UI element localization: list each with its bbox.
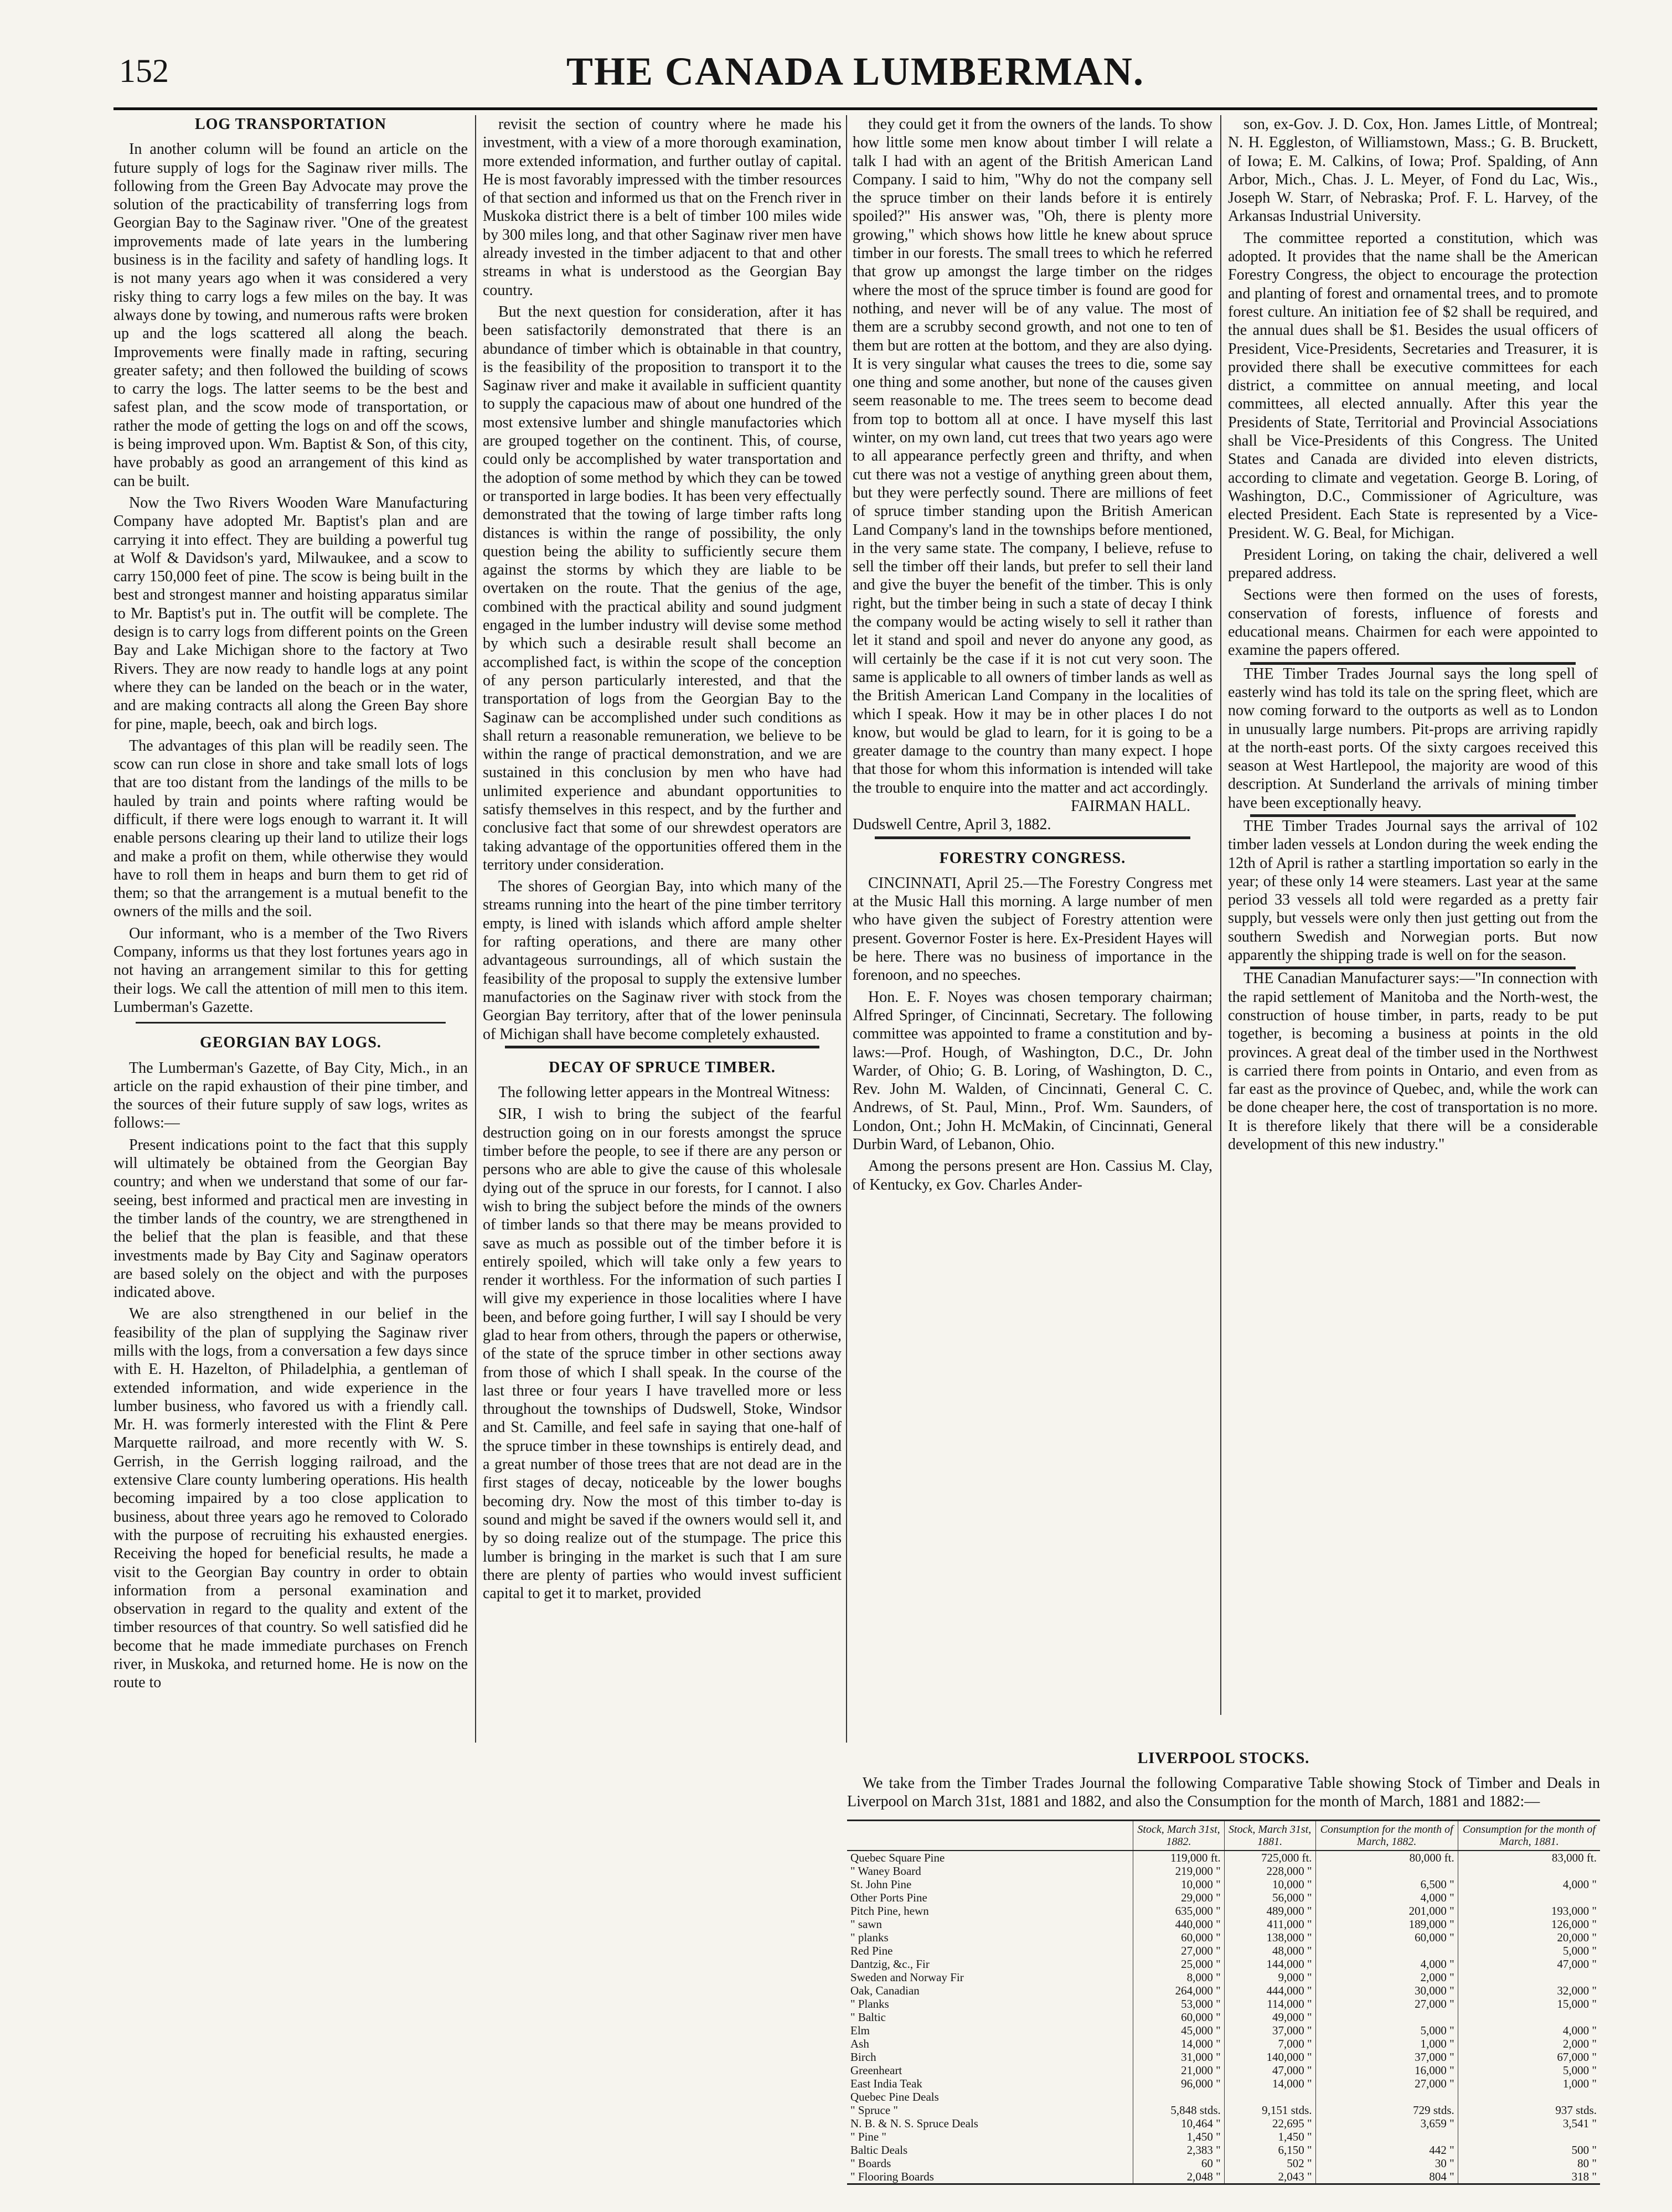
table-row <box>847 1851 1600 1864</box>
table-row-label: Quebec Pine Deals <box>850 2090 939 2104</box>
column-divider <box>846 115 847 1743</box>
table-cell: 32,000 " <box>1458 1984 1600 1997</box>
table-row <box>847 1878 1600 1891</box>
article-paragraph: they could get it from the owners of the lands. To show how little some men know about timber I will relate a talk I had with an agent of the British American Land Company. I said to him, "Why do not the company sell the spruce timber on their lands before it is entirely spoiled?" His answer was, "Oh, there is plenty more growing," which shows how little he knew about spruce timber in our forests. The small trees to which he referred that grow up amongst the large timber on the ridges where the most of the spruce timber is found are good for nothing, and never will be of any value. The most of them are a scrubby second growth, and not one to ten of them but are rotten at the bottom, and they are also dying. It is very singular what causes the trees to die, some say one thing and some another, but none of the causes given seem reasonable to me. The trees seem to become dead from top to bottom all at once. I have myself this last winter, on my own land, cut trees that two years ago were to all appearance perfectly green and thrifty, and when cut there was not a vestige of anything green about them, but they were perfectly sound. There are millions of feet of spruce timber standing upon the British American Land Company's land in the townships before mentioned, in the very same state. The company, I believe, refuse to sell the timber off their lands, but prefer to sell their land and give the buyer the benefit of the timber. This is only right, but the timber being in such a state of decay I think the company would be acting wisely to sell it rather than let it stand and spoil and never do anyone any good, as will certainly be the case if it is not cut very soon. The same is applicable to all owners of timber lands as well as the British American Land Company in the localities of which I speak. How it may be in other places I do not know, but would be glad to learn, for it is going to be a greater damage to the country than many expect. I hope that those for whom this information is intended will take the trouble to enquire into the matter and act accordingly. <box>853 116 1212 797</box>
table-cell: 635,000 " <box>1133 1904 1224 1918</box>
table-cell: 500 " <box>1458 2143 1600 2157</box>
article-paragraph: The committee reported a constitution, which was adopted. It provides that the name shall be the American Forestry Congress, the object to encourage the protection and planting of forest and ornamental trees, and to promote forest culture. An initiation fee of $2 shall be required, and the annual dues shall be $1. Besides the usual officers of President, Vice-Presidents, Secretaries and Treasurer, it is provided there shall be executive committees for each district, a committee on annual meeting, and local committees, all elected annually. After this year the Presidents of State, Territorial and Provincial Associations shall be Vice-Presidents of this Congress. The United States and Canada are divided into eleven districts, according to climate and vegetation. George B. Loring, of Washington, D.C., Commissioner of Agriculture, was elected President. Each State is represented by a Vice-President. W. G. Beal, for Michigan. <box>1228 229 1598 542</box>
table-cell: 47,000 " <box>1458 1957 1600 1971</box>
table-row <box>847 2011 1600 2024</box>
table-cell: 114,000 " <box>1224 1997 1315 2011</box>
table-row <box>847 2037 1600 2050</box>
table-cell: 30 " <box>1315 2157 1458 2170</box>
table-cell: 37,000 " <box>1224 2024 1315 2037</box>
article-paragraph: THE Timber Trades Journal says the long spell of easterly wind has told its tale on the spring fleet, which are now coming forward to the outports as well as to London in unusually large numbers. Pit-props are arriving rapidly at the north-east ports. Of the sixty cargoes received this season at West Hartlepool, the majority are wood of this description. At Sunderland the arrivals of mining timber have been exceptionally heavy. <box>1228 665 1598 812</box>
section-rule <box>875 836 1190 839</box>
table-cell: 729 stds. <box>1315 2104 1458 2117</box>
table-cell: 6,500 " <box>1315 1878 1458 1891</box>
table-row <box>847 2104 1600 2117</box>
table-cell <box>1458 1891 1600 1904</box>
table-cell: 2,000 " <box>1315 1971 1458 1984</box>
table-row-label: " Pine " <box>850 2130 886 2143</box>
table-row <box>847 2050 1600 2064</box>
table-row <box>847 1971 1600 1984</box>
table-row <box>847 1997 1600 2011</box>
table-cell: 189,000 " <box>1315 1918 1458 1931</box>
table-column-header: Consumption for the month of March, 1881. <box>1458 1821 1600 1851</box>
table-row-label: " Flooring Boards <box>850 2170 934 2183</box>
table-cell: 2,043 " <box>1224 2170 1315 2184</box>
table-cell: 8,000 " <box>1133 1971 1224 1984</box>
article-paragraph: The shores of Georgian Bay, into which many of the streams running into the heart of the pine timber territory empty, is lined with islands which afford ample shelter for rafting operations, and there are many other advantageous surroundings, all of which sustain the feasibility of the proposal to supply the extensive lumber manufactories on the Saginaw river with stock from the Georgian Bay territory, after that of the lower peninsula of Michigan shall have become completely exhausted. <box>483 878 842 1043</box>
table-cell: 60,000 " <box>1315 1931 1458 1944</box>
article-paragraph: Hon. E. F. Noyes was chosen temporary chairman; Alfred Springer, of Cincinnati, Secretary. The following committee was appointed to frame a constitution and by-laws:—Prof. Hough, of Washington, D.C., Dr. John Warder, of Ohio; G. B. Loring, of Washington, D. C., Rev. John M. Walden, of Cincinnati, General C. C. Andrews, of St. Paul, Minn., Prof. Wm. Saunders, of London, Ont.; John H. McMakin, of Cincinnati, General Durbin Ward, of Lebanon, Ohio. <box>853 988 1212 1154</box>
article-paragraph: Now the Two Rivers Wooden Ware Manufacturing Company have adopted Mr. Baptist's plan and are carrying it into effect. They are building a powerful tug at Wolf & Davidson's yard, Milwaukee, and a scow to carry 150,000 feet of pine. The scow is being built in the best and strongest manner and hoisting apparatus similar to Mr. Baptist's put in. The outfit will be complete. The design is to carry logs from different points on the Green Bay and Lake Michigan shore to the factory at Two Rivers. They are now ready to handle logs at any point where they can be landed on the beach or in the water, and are making contracts all along the Green Bay shore for pine, maple, beech, oak and birch logs. <box>113 494 468 733</box>
table-cell: 193,000 " <box>1458 1904 1600 1918</box>
heading-forestry-congress: FORESTRY CONGRESS. <box>939 849 1126 867</box>
table-cell: 60 " <box>1133 2157 1224 2170</box>
table-cell: 4,000 " <box>1458 1878 1600 1891</box>
table-cell: 56,000 " <box>1224 1891 1315 1904</box>
table-cell: 53,000 " <box>1133 1997 1224 2011</box>
table-cell: 10,000 " <box>1224 1878 1315 1891</box>
table-cell: 3,541 " <box>1458 2117 1600 2130</box>
article-paragraph: Present indications point to the fact that this supply will ultimately be obtained from the Georgian Bay country; and when we understand that some of our far-seeing, best informed and practical men are investing in the timber lands of the country, we are strengthened in the belief that the plan is feasible, and that these investments made by Bay City and Saginaw operators are based solely on the object and with the purposes indicated above. <box>113 1136 468 1301</box>
table-cell: 228,000 " <box>1224 1864 1315 1878</box>
table-cell: 1,000 " <box>1315 2037 1458 2050</box>
table-cell: 80,000 ft. <box>1315 1851 1458 1864</box>
table-row-label: Red Pine <box>850 1944 893 1957</box>
article-paragraph: President Loring, on taking the chair, delivered a well prepared address. <box>1228 546 1598 582</box>
table-row <box>847 2117 1600 2130</box>
table-row-label: Elm <box>850 2024 870 2037</box>
table-cell <box>1315 1944 1458 1957</box>
table-row-label: Ash <box>850 2037 869 2050</box>
table-cell: 140,000 " <box>1224 2050 1315 2064</box>
table-cell: 9,151 stds. <box>1224 2104 1315 2117</box>
page-header <box>113 45 1597 110</box>
table-cell: 119,000 ft. <box>1133 1851 1224 1864</box>
table-cell: 5,000 " <box>1458 2064 1600 2077</box>
table-row <box>847 2157 1600 2170</box>
table-cell: 83,000 ft. <box>1458 1851 1600 1864</box>
table-cell: 6,150 " <box>1224 2143 1315 2157</box>
heading-log-transportation: LOG TRANSPORTATION <box>194 116 387 133</box>
table-row-label: Dantzig, &c., Fir <box>850 1957 930 1971</box>
table-cell: 5,000 " <box>1458 1944 1600 1957</box>
table-row-label: Birch <box>850 2050 876 2064</box>
table-cell: 60,000 " <box>1133 1931 1224 1944</box>
table-cell: 14,000 " <box>1224 2077 1315 2090</box>
table-row <box>847 2024 1600 2037</box>
table-cell: 264,000 " <box>1133 1984 1224 1997</box>
column-divider <box>1220 115 1221 1715</box>
article-paragraph: Among the persons present are Hon. Cassius M. Clay, of Kentucky, ex Gov. Charles Ander- <box>853 1157 1212 1193</box>
column-4 <box>1228 115 1598 1737</box>
liverpool-intro: We take from the Timber Trades Journal the following Comparative Table showing Stock of Timber and Deals in Liverpool on March 31st, 1881 and 1882, and also the Consumption for the month of March, 1881 and 1882:— <box>847 1775 1600 1810</box>
table-column-header: Stock, March 31st, 1882. <box>1133 1821 1224 1851</box>
table-cell: 444,000 " <box>1224 1984 1315 1997</box>
article-paragraph: The Lumberman's Gazette, of Bay City, Mich., in an article on the rapid exhaustion of their pine timber, and the sources of their future supply of saw logs, writes as follows:— <box>113 1059 468 1132</box>
table-cell: 48,000 " <box>1224 1944 1315 1957</box>
table-cell: 440,000 " <box>1133 1918 1224 1931</box>
table-cell: 9,000 " <box>1224 1971 1315 1984</box>
table-cell: 411,000 " <box>1224 1918 1315 1931</box>
table-cell: 96,000 " <box>1133 2077 1224 2090</box>
table-row <box>847 1904 1600 1918</box>
table-cell: 1,450 " <box>1133 2130 1224 2143</box>
table-cell: 502 " <box>1224 2157 1315 2170</box>
table-cell <box>1133 2090 1224 2104</box>
table-row <box>847 2077 1600 2090</box>
table-cell: 5,000 " <box>1315 2024 1458 2037</box>
table-row-label: " planks <box>850 1931 889 1944</box>
column-divider <box>475 115 476 1743</box>
table-cell: 27,000 " <box>1315 2077 1458 2090</box>
article-paragraph: THE Timber Trades Journal says the arrival of 102 timber laden vessels at London during the week ending the 12th of April is rather a startling importation so early in the year; of these only 14 were steamers. Last year at the same period 33 vessels all told were regarded as a pretty fair supply, but vessels were only then just getting out from the southern Swedish and Norwegian ports. But now apparently the shipping trade is well on for the season. <box>1228 817 1598 964</box>
article-paragraph: Sections were then formed on the uses of forests, conservation of forests, influence of forests and educational means. Chairmen for each were appointed to examine the papers offered. <box>1228 586 1598 659</box>
table-cell: 2,383 " <box>1133 2143 1224 2157</box>
table-cell: 725,000 ft. <box>1224 1851 1315 1864</box>
table-cell: 25,000 " <box>1133 1957 1224 1971</box>
table-cell: 3,659 " <box>1315 2117 1458 2130</box>
table-cell: 20,000 " <box>1458 1931 1600 1944</box>
column-3 <box>853 115 1212 1737</box>
table-cell <box>1458 1864 1600 1878</box>
table-cell: 201,000 " <box>1315 1904 1458 1918</box>
page-number: 152 <box>119 53 169 89</box>
table-row-label: " Baltic <box>850 2011 886 2024</box>
column-1 <box>113 115 468 1692</box>
table-row-label: Oak, Canadian <box>850 1984 920 1997</box>
table-row <box>847 2064 1600 2077</box>
liverpool-stocks-section <box>847 1749 1600 2185</box>
masthead-title: THE CANADA LUMBERMAN. <box>566 49 1145 94</box>
table-cell: 31,000 " <box>1133 2050 1224 2064</box>
table-cell: 15,000 " <box>1458 1997 1600 2011</box>
table-row <box>847 1918 1600 1931</box>
table-cell: 10,464 " <box>1133 2117 1224 2130</box>
table-cell: 14,000 " <box>1133 2037 1224 2050</box>
table-cell: 5,848 stds. <box>1133 2104 1224 2117</box>
article-paragraph: THE Canadian Manufacturer says:—"In connection with the rapid settlement of Manitoba and the North-west, the construction of house timber, in parts, ready to be put together, is becoming a business at points in the old provinces. A great deal of the timber used in the Northwest is carried there from points in Ontario, and even from as far east as the province of Quebec, and, while the work can be done cheaper here, the cost of transportation is no more. It is therefore likely that there will be a considerable development of this new industry." <box>1228 970 1598 1154</box>
section-rule <box>505 1046 819 1048</box>
article-paragraph: In another column will be found an article on the future supply of logs for the Saginaw river mills. The following from the Green Bay Advocate may prove the solution of the practicability of transferring logs from Georgian Bay to the Saginaw river. "One of the greatest improvements made of late years in the lumbering business is in the facility and safety of handling logs. It is not many years ago when it was considered a very risky thing to carry logs a few miles on the bay. It was always done by towing, and numerous rafts were broken up and the logs scattered all along the beach. Improvements were finally made in rafting, securing greater safety; and then followed the building of scows to carry the logs. The latter seems to be the best and safest plan, and the scow mode of transportation, or rather the mode of getting the logs on and off the scows, is being improved upon. Wm. Baptist & Son, of this city, have probably as good an arrangement of this kind as can be built. <box>113 141 468 490</box>
article-paragraph: SIR, I wish to bring the subject of the fearful destruction going on in our forests amongst the spruce timber before the people, to see if there are any person or persons who are able to give the cause of this wholesale dying out of the spruce in our forests, for I cannot. I also wish to bring the subject before the minds of the owners of timber lands so that there may be means provided to save as much as possible out of the timber before it is entirely spoiled, which will take only a few years to render it worthless. For the information of such parties I will give my experience in those localities where I have been, and before going further, I will say I should be very glad to hear from others, through the papers or otherwise, of the state of the spruce timber in other sections away from those of which I shall speak. In the course of the last three or four years I have travelled more or less throughout the townships of Dudswell, Stoke, Windsor and St. Camille, and feel safe in saying that one-half of the spruce timber in these townships is entirely dead, and a great number of those trees that are not dead are in the first stages of decay, noticeable by the lower boughs becoming dry. Now the most of this timber to-day is sound and might be saved if the owners would sell it, and by so doing realize out of the stumpage. The price this lumber is bringing in the market is such that I am sure there are plenty of parties who would invest sufficient capital to get it to market, provided <box>483 1105 842 1603</box>
table-cell: 37,000 " <box>1315 2050 1458 2064</box>
table-cell <box>1224 2090 1315 2104</box>
table-cell: 22,695 " <box>1224 2117 1315 2130</box>
table-row-label: " Waney Board <box>850 1864 921 1878</box>
table-cell: 80 " <box>1458 2157 1600 2170</box>
table-cell: 27,000 " <box>1315 1997 1458 2011</box>
table-cell: 1,450 " <box>1224 2130 1315 2143</box>
table-header-row <box>847 1821 1600 1851</box>
article-paragraph: But the next question for consideration, after it has been satisfactorily demonstrated that there is an abundance of timber which is obtainable in that country, is the feasibility of the proposition to transport it to the Saginaw river and make it available in sufficient quantity to supply the capacious maw of about one hundred of the most extensive lumber and shingle manufactories which are grouped together on the continent. This, of course, could only be accomplished by water transportation and the adoption of some method by which they can be towed or transported in large bodies. It has been very effectually demonstrated that the towing of large timber rafts long distances is within the range of possibility, the only question being the ability to sufficiently secure them against the storms by which they are liable to be overtaken on the route. That the genius of the age, combined with the practical ability and sound judgment engaged in the lumber industry will devise some method by which such a desirable result shall become an accomplished fact, is within the scope of the conception of any person particularly interested, and that the transportation of logs from the Georgian Bay to the Saginaw can be accomplished under such conditions as shall return a reasonable remuneration, we believe to be within the range of practical demonstration, and we are sustained in this conclusion by men who have had unlimited experience and abundant opportunities to satisfy themselves in this respect, and by the further and conclusive fact that some of our shrewdest operators are taking advantage of the opportunities offered them in the territory under consideration. <box>483 303 842 874</box>
table-cell: 4,000 " <box>1315 1891 1458 1904</box>
article-paragraph: We are also strengthened in our belief in the feasibility of the plan of supplying the Saginaw river mills with the logs, from a conversation a few days since with E. H. Hazelton, of Philadelphia, a gentleman of extended information, and wide experience in the lumber business, who favored us with a friendly call. Mr. H. was formerly interested with the Flint & Pere Marquette railroad, and more recently with W. S. Gerrish, in the Gerrish logging railroad, and the extensive Clare county lumbering operations. His health becoming impaired by a too close application to business, about three years ago he removed to Colorado with the purpose of recruiting his exhausted energies. Receiving the hoped for beneficial results, he made a visit to the Georgian Bay country in order to obtain information from a personal examination and observation in regard to the quality and extent of the timber resources of that country. So well satisfied did he become that he made immediate purchases on French river, in Muskoka, and returned home. He is now on the route to <box>113 1305 468 1692</box>
table-row <box>847 2143 1600 2157</box>
table-cell: 45,000 " <box>1133 2024 1224 2037</box>
heading-georgian-bay-logs: GEORGIAN BAY LOGS. <box>200 1034 381 1052</box>
table-cell: 126,000 " <box>1458 1918 1600 1931</box>
table-cell: 318 " <box>1458 2170 1600 2184</box>
article-paragraph: The following letter appears in the Montreal Witness: <box>498 1084 830 1102</box>
article-paragraph: revisit the section of country where he made his investment, with a view of a more thorough examination, more extended information, and further outlay of capital. He is most favorably impressed with the timber resources of that section and informed us that on the French river in Muskoka district there is a belt of timber 100 miles wide by 300 miles long, and that other Saginaw river men have already invested in the timber adjacent to that and other streams in what is understood as the Georgian Bay country. <box>483 116 842 299</box>
table-cell: 60,000 " <box>1133 2011 1224 2024</box>
table-column-header <box>847 1821 1133 1851</box>
table-cell <box>1458 2090 1600 2104</box>
article-paragraph: son, ex-Gov. J. D. Cox, Hon. James Little, of Montreal; N. H. Eggleston, of Williamstown, Mass.; G. B. Bruckett, of Iowa; E. M. Calkins, of Iowa; Prof. Spalding, of Ann Arbor, Mich., Chas. J. L. Meyer, of Fond du Lac, Wis., Joseph W. Starr, of Nebraska; Prof. F. L. Harvey, of the Arkansas Industrial University. <box>1228 116 1598 225</box>
table-cell <box>1458 1971 1600 1984</box>
table-row <box>847 2090 1600 2104</box>
table-cell: 144,000 " <box>1224 1957 1315 1971</box>
letter-signature: FAIRMAN HALL. <box>1071 797 1190 815</box>
table-row <box>847 1984 1600 1997</box>
table-column-header: Stock, March 31st, 1881. <box>1224 1821 1315 1851</box>
table-cell: 138,000 " <box>1224 1931 1315 1944</box>
table-cell: 47,000 " <box>1224 2064 1315 2077</box>
article-paragraph: CINCINNATI, April 25.—The Forestry Congress met at the Music Hall this morning. A large number of men who have given the subject of Forestry attention were present. Governor Foster is here. Ex-President Hayes will be here. There was no business of importance in the forenoon, and no speeches. <box>853 874 1212 984</box>
table-cell: 30,000 " <box>1315 1984 1458 1997</box>
table-row-label: Quebec Square Pine <box>850 1851 945 1864</box>
table-row <box>847 1864 1600 1878</box>
table-row <box>847 2170 1600 2184</box>
table-row-label: " Planks <box>850 1997 889 2011</box>
table-row-label: " sawn <box>850 1918 882 1931</box>
table-cell: 29,000 " <box>1133 1891 1224 1904</box>
table-cell: 442 " <box>1315 2143 1458 2157</box>
liverpool-stock-table <box>847 1820 1600 2185</box>
table-row-label: Greenheart <box>850 2064 902 2077</box>
table-cell: 2,048 " <box>1133 2170 1224 2184</box>
table-cell: 27,000 " <box>1133 1944 1224 1957</box>
table-cell <box>1458 2011 1600 2024</box>
table-cell <box>1315 2090 1458 2104</box>
table-row <box>847 1944 1600 1957</box>
table-row-label: " Boards <box>850 2157 891 2170</box>
table-cell: 937 stds. <box>1458 2104 1600 2117</box>
table-row <box>847 2130 1600 2143</box>
article-paragraph: The advantages of this plan will be readily seen. The scow can run close in shore and take small lots of logs that are too distant from the landings of the mills to be hauled by train and points where rafting would be difficult, if there were logs enough to warrant it. It will enable persons clearing up their land to utilize their logs and make a profit on them, while otherwise they would have to roll them in heaps and burn them to get rid of them; so that the arrangement is a mutual benefit to the owners of the mills and the soil. <box>113 737 468 921</box>
table-row-label: St. John Pine <box>850 1878 912 1891</box>
table-row <box>847 1931 1600 1944</box>
heading-liverpool-stocks: LIVERPOOL STOCKS. <box>1137 1750 1310 1767</box>
table-cell: 2,000 " <box>1458 2037 1600 2050</box>
table-row-label: Other Ports Pine <box>850 1891 927 1904</box>
heading-decay-of-spruce-timber: DECAY OF SPRUCE TIMBER. <box>549 1058 776 1076</box>
table-cell <box>1315 2130 1458 2143</box>
table-cell: 4,000 " <box>1458 2024 1600 2037</box>
table-row-label: " Spruce " <box>850 2104 898 2117</box>
table-cell <box>1315 2011 1458 2024</box>
table-cell: 10,000 " <box>1133 1878 1224 1891</box>
table-cell: 489,000 " <box>1224 1904 1315 1918</box>
table-column-header: Consumption for the month of March, 1882. <box>1315 1821 1458 1851</box>
section-rule <box>136 1022 446 1024</box>
table-row-label: Pitch Pine, hewn <box>850 1904 929 1918</box>
table-cell: 49,000 " <box>1224 2011 1315 2024</box>
table-cell <box>1458 2130 1600 2143</box>
table-cell: 16,000 " <box>1315 2064 1458 2077</box>
table-row-label: Baltic Deals <box>850 2143 908 2157</box>
article-paragraph: Our informant, who is a member of the Two Rivers Company, informs us that they lost fortunes years ago in not having an arrangement similar to this for getting their logs. We call the attention of mill men to this item. Lumberman's Gazette. <box>113 924 468 1016</box>
table-cell: 1,000 " <box>1458 2077 1600 2090</box>
table-row-label: N. B. & N. S. Spruce Deals <box>850 2117 978 2130</box>
column-2 <box>483 115 842 1603</box>
table-cell: 4,000 " <box>1315 1957 1458 1971</box>
table-cell: 219,000 " <box>1133 1864 1224 1878</box>
letter-dateline: Dudswell Centre, April 3, 1882. <box>853 816 1051 834</box>
table-cell <box>1315 1864 1458 1878</box>
table-cell: 804 " <box>1315 2170 1458 2184</box>
table-cell: 7,000 " <box>1224 2037 1315 2050</box>
table-row <box>847 1891 1600 1904</box>
table-cell: 21,000 " <box>1133 2064 1224 2077</box>
table-cell: 67,000 " <box>1458 2050 1600 2064</box>
table-row-label: East India Teak <box>850 2077 922 2090</box>
table-row-label: Sweden and Norway Fir <box>850 1971 964 1984</box>
table-row <box>847 1957 1600 1971</box>
